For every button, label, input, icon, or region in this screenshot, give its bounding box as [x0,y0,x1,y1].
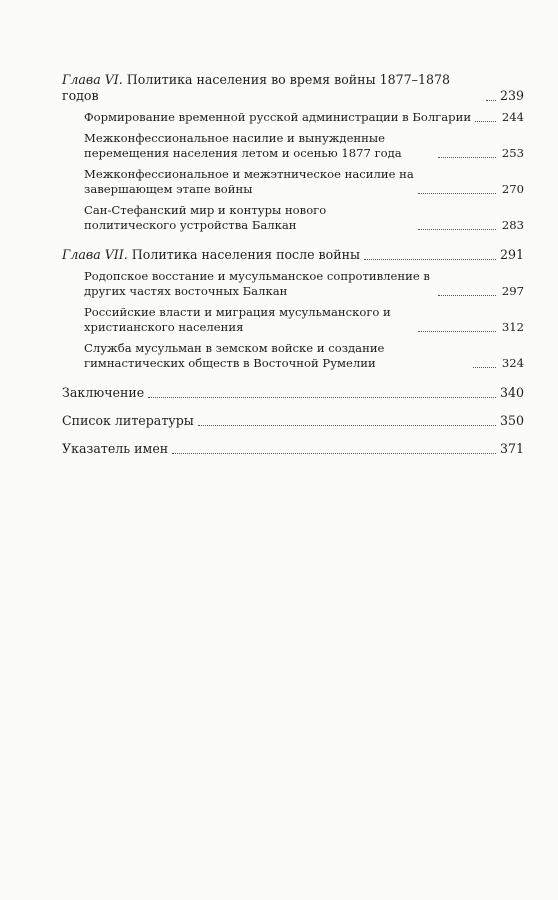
dot-leader [473,366,496,368]
section-title: Российские власти и миграция мусульманского и христианского населения [84,305,391,334]
entry-title: Указатель имен [62,441,169,456]
toc-section[interactable] [84,110,524,125]
toc-section[interactable] [84,269,524,299]
toc-name-index[interactable] [62,441,524,457]
toc-section[interactable] [84,341,524,371]
dot-leader [198,424,496,426]
page-number: 371 [500,441,525,456]
page-number: 291 [500,247,525,262]
dot-leader [148,396,496,398]
dot-leader [486,99,496,101]
dot-leader [418,228,496,230]
page-number: 239 [500,88,525,103]
chapter-title [62,247,360,263]
dot-leader [172,452,496,454]
chapter-prefix: Глава VII. [62,247,128,262]
section-title: Межконфессиональное насилие и вынужденные перемещения населения летом и осенью 1877 года [84,131,402,160]
dot-leader [438,294,496,296]
section-title: Межконфессиональное и межэтническое насилие на завершающем этапе войны [84,167,414,196]
toc-chapter-6[interactable] [62,72,524,104]
chapter-title [62,72,482,104]
dot-leader [418,330,496,332]
dot-leader [475,120,496,122]
toc-section[interactable] [84,203,524,233]
toc-section[interactable] [84,305,524,335]
section-title: Формирование временной русской администрации в Болгарии [84,110,472,124]
section-title: Сан-Стефанский мир и контуры нового политического устройства Балкан [84,203,327,232]
chapter-prefix: Глава VI. [62,72,123,87]
section-title: Родопское восстание и мусульманское сопротивление в других частях восточных Балкан [84,269,430,298]
dot-leader [418,192,496,194]
page-number: 350 [500,413,525,428]
page-number: 270 [501,182,524,196]
page-number: 244 [501,110,524,124]
table-of-contents [62,72,524,457]
dot-leader [438,156,496,158]
section-title: Служба мусульман в земском войске и создание гимнастических обществ в Восточной Румелии [84,341,385,370]
toc-chapter-7[interactable] [62,247,524,263]
chapter-name: Политика населения после войны [127,247,361,262]
chapter-name: Политика населения во время войны 1877–1878 годов [62,72,450,103]
dot-leader [364,258,496,260]
toc-section[interactable] [84,167,524,197]
entry-title: Список литературы [62,413,194,428]
page-number: 283 [501,218,524,232]
page-number: 324 [501,356,524,370]
page-number: 340 [500,385,525,400]
toc-bibliography[interactable] [62,413,524,429]
toc-section[interactable] [84,131,524,161]
toc-conclusion[interactable] [62,385,524,401]
entry-title: Заключение [62,385,145,400]
page-number: 312 [501,320,524,334]
page-number: 297 [501,284,524,298]
page-number: 253 [501,146,524,160]
